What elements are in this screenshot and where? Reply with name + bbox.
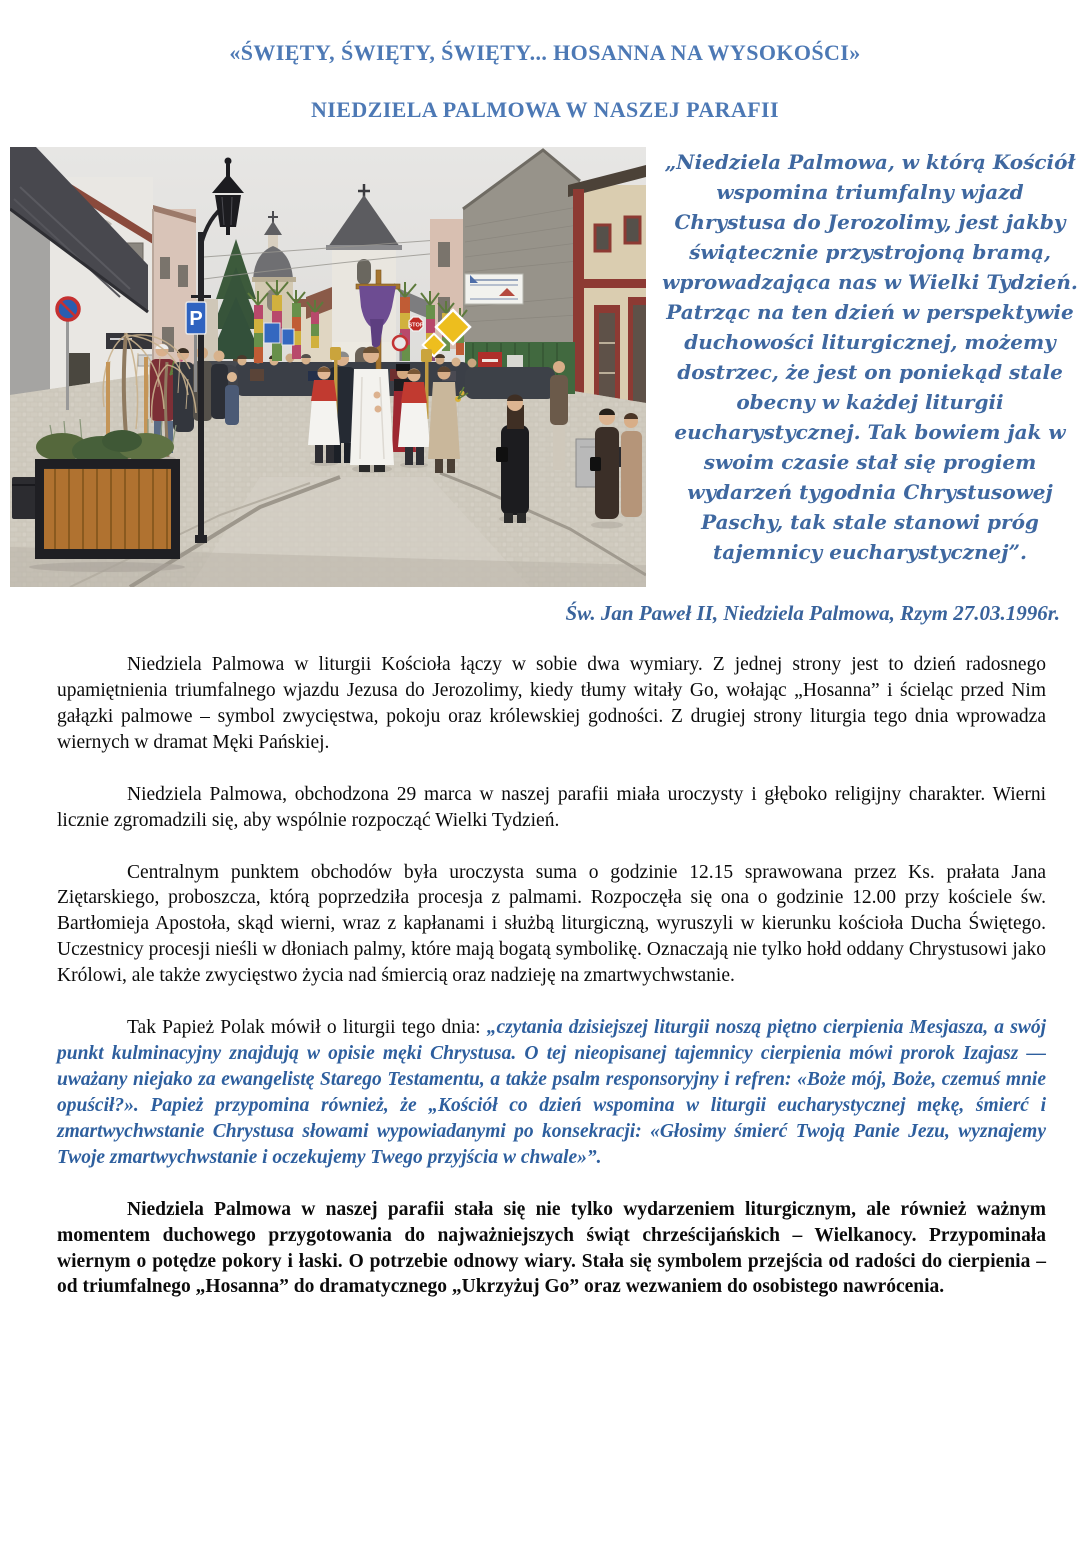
photo-and-quote-row [0, 147, 1090, 587]
paragraph-1-text: Niedziela Palmowa w liturgii Kościoła łączy w sobie dwa wymiary. Z jednej strony jest to dzień radosnego upamiętnienia triumfalnego wjazdu Jezusa do Jerozolimy, kiedy tłumy witały Go, wołając „Hosanna” i ścieląc przed Nim gałązki palmowe – symbol zwycięstwa, pokoju oraz królewskiej godności. Z drugiej strony liturgia tego dnia wprowadza wiernych w dramat Męki Pańskiej. [57, 654, 1046, 753]
paragraph-5 [57, 1197, 1046, 1301]
procession-photo [10, 147, 646, 587]
paragraph-1 [57, 652, 1046, 756]
paragraph-2-text: Niedziela Palmowa, obchodzona 29 marca w naszej parafii miała uroczysty i głęboko religijny charakter. Wierni licznie zgromadzili się, aby wspólnie rozpocząć Wielki Tydzień. [57, 783, 1046, 831]
paragraph-3 [57, 860, 1046, 990]
page-title: «ŚWIĘTY, ŚWIĘTY, ŚWIĘTY... HOSANNA NA WYSOKOŚCI» [229, 40, 861, 65]
svg-text:P: P [189, 308, 203, 330]
pope-quote: „Niedziela Palmowa, w którą Kościół wspomina triumfalny wjazd Chrystusa do Jerozolimy, jest jakby świątecznie przystrojoną bramą, wprowadzająca nas w Wielki Tydzień. Patrząc na ten dzień w perspektywie duchowości liturgicznej, możemy dostrzec, że jest on poniekąd stale obecny w każdej liturgii eucharystycznej. Tak bowiem jak w swoim czasie stał się progiem wydarzeń tygodnia Chrystusowej Paschy, tak stale stanowi próg tajemnicy eucharystycznej”. [662, 150, 1078, 564]
paragraph-4-lead: Tak Papież Polak mówił o liturgii tego dnia: [127, 1017, 487, 1039]
paragraph-4 [57, 1015, 1046, 1171]
paragraph-4-quote: „czytania dzisiejszej liturgii noszą piętno cierpienia Mesjasza, a swój punkt kulminacyjny znajdują w opisie męki Chrystusa. O tej nieopisanej tajemnicy cierpienia mówi prorok Izajasz — uważany niejako za ewangelistę Starego Testamentu, a także psalm responsoryjny i refren: «Boże mój, Boże, czemuś mnie opuścił?». Papież przypomina również, że „Kościół co dzień wspomina w liturgii eucharystycznej mękę, śmierć i zmartwychwstanie Chrystusa słowami wypowiadanymi po konsekracji: «Głosimy śmierć Twoją Panie Jezu, wyznajemy Twoje zmartwychwstanie i oczekujemy Twego przyjścia w chwale»”. [57, 1017, 1046, 1168]
wooden-planter [29, 419, 185, 572]
page-subtitle: NIEDZIELA PALMOWA W NASZEJ PARAFII [311, 97, 779, 122]
information-board [465, 274, 523, 304]
paragraph-3-text: Centralnym punktem obchodów była uroczysta suma o godzinie 12.15 sprawowana przez Ks. prałata Jana Ziętarskiego, proboszcza, którą poprzedziła procesja z palmami. Rozpoczęła się ona o godzinie 12.00 przy kościele św. Bartłomieja Apostoła, skąd wierni, wraz z kapłanami i służbą liturgiczną, wyruszyli w kierunku kościoła Ducha Świętego. Uczestnicy procesji nieśli w dłoniach palmy, które mają bogatą symbolikę. Oznaczają nie tylko hołd oddany Chrystusowi jako Królowi, ale także zwycięstwo życia nad śmiercią oraz nadzieję na zmartwychwstanie. [57, 861, 1046, 987]
quote-attribution: Św. Jan Paweł II, Niedziela Palmowa, Rzym 27.03.1996r. [565, 601, 1060, 625]
trash-bin [12, 477, 38, 519]
round-sign [393, 336, 407, 350]
article-body [57, 652, 1046, 1300]
paragraph-5-text: Niedziela Palmowa w naszej parafii stała się nie tylko wydarzeniem liturgicznym, ale również ważnym momentem duchowego przygotowania do najważniejszych świąt chrześcijańskich – Wielkanocy. Przypominała wiernym o potędze pokory i łaski. O potrzebie odnowy wiary. Stała się symbolem przejścia od radości do cierpienia – od triumfalnego „Hosanna” do dramatycznego „Ukrzyżuj Go” oraz wezwaniem do osobistego nawrócenia. [57, 1198, 1046, 1298]
svg-text:STOP: STOP [408, 322, 424, 329]
paragraph-2 [57, 782, 1046, 834]
